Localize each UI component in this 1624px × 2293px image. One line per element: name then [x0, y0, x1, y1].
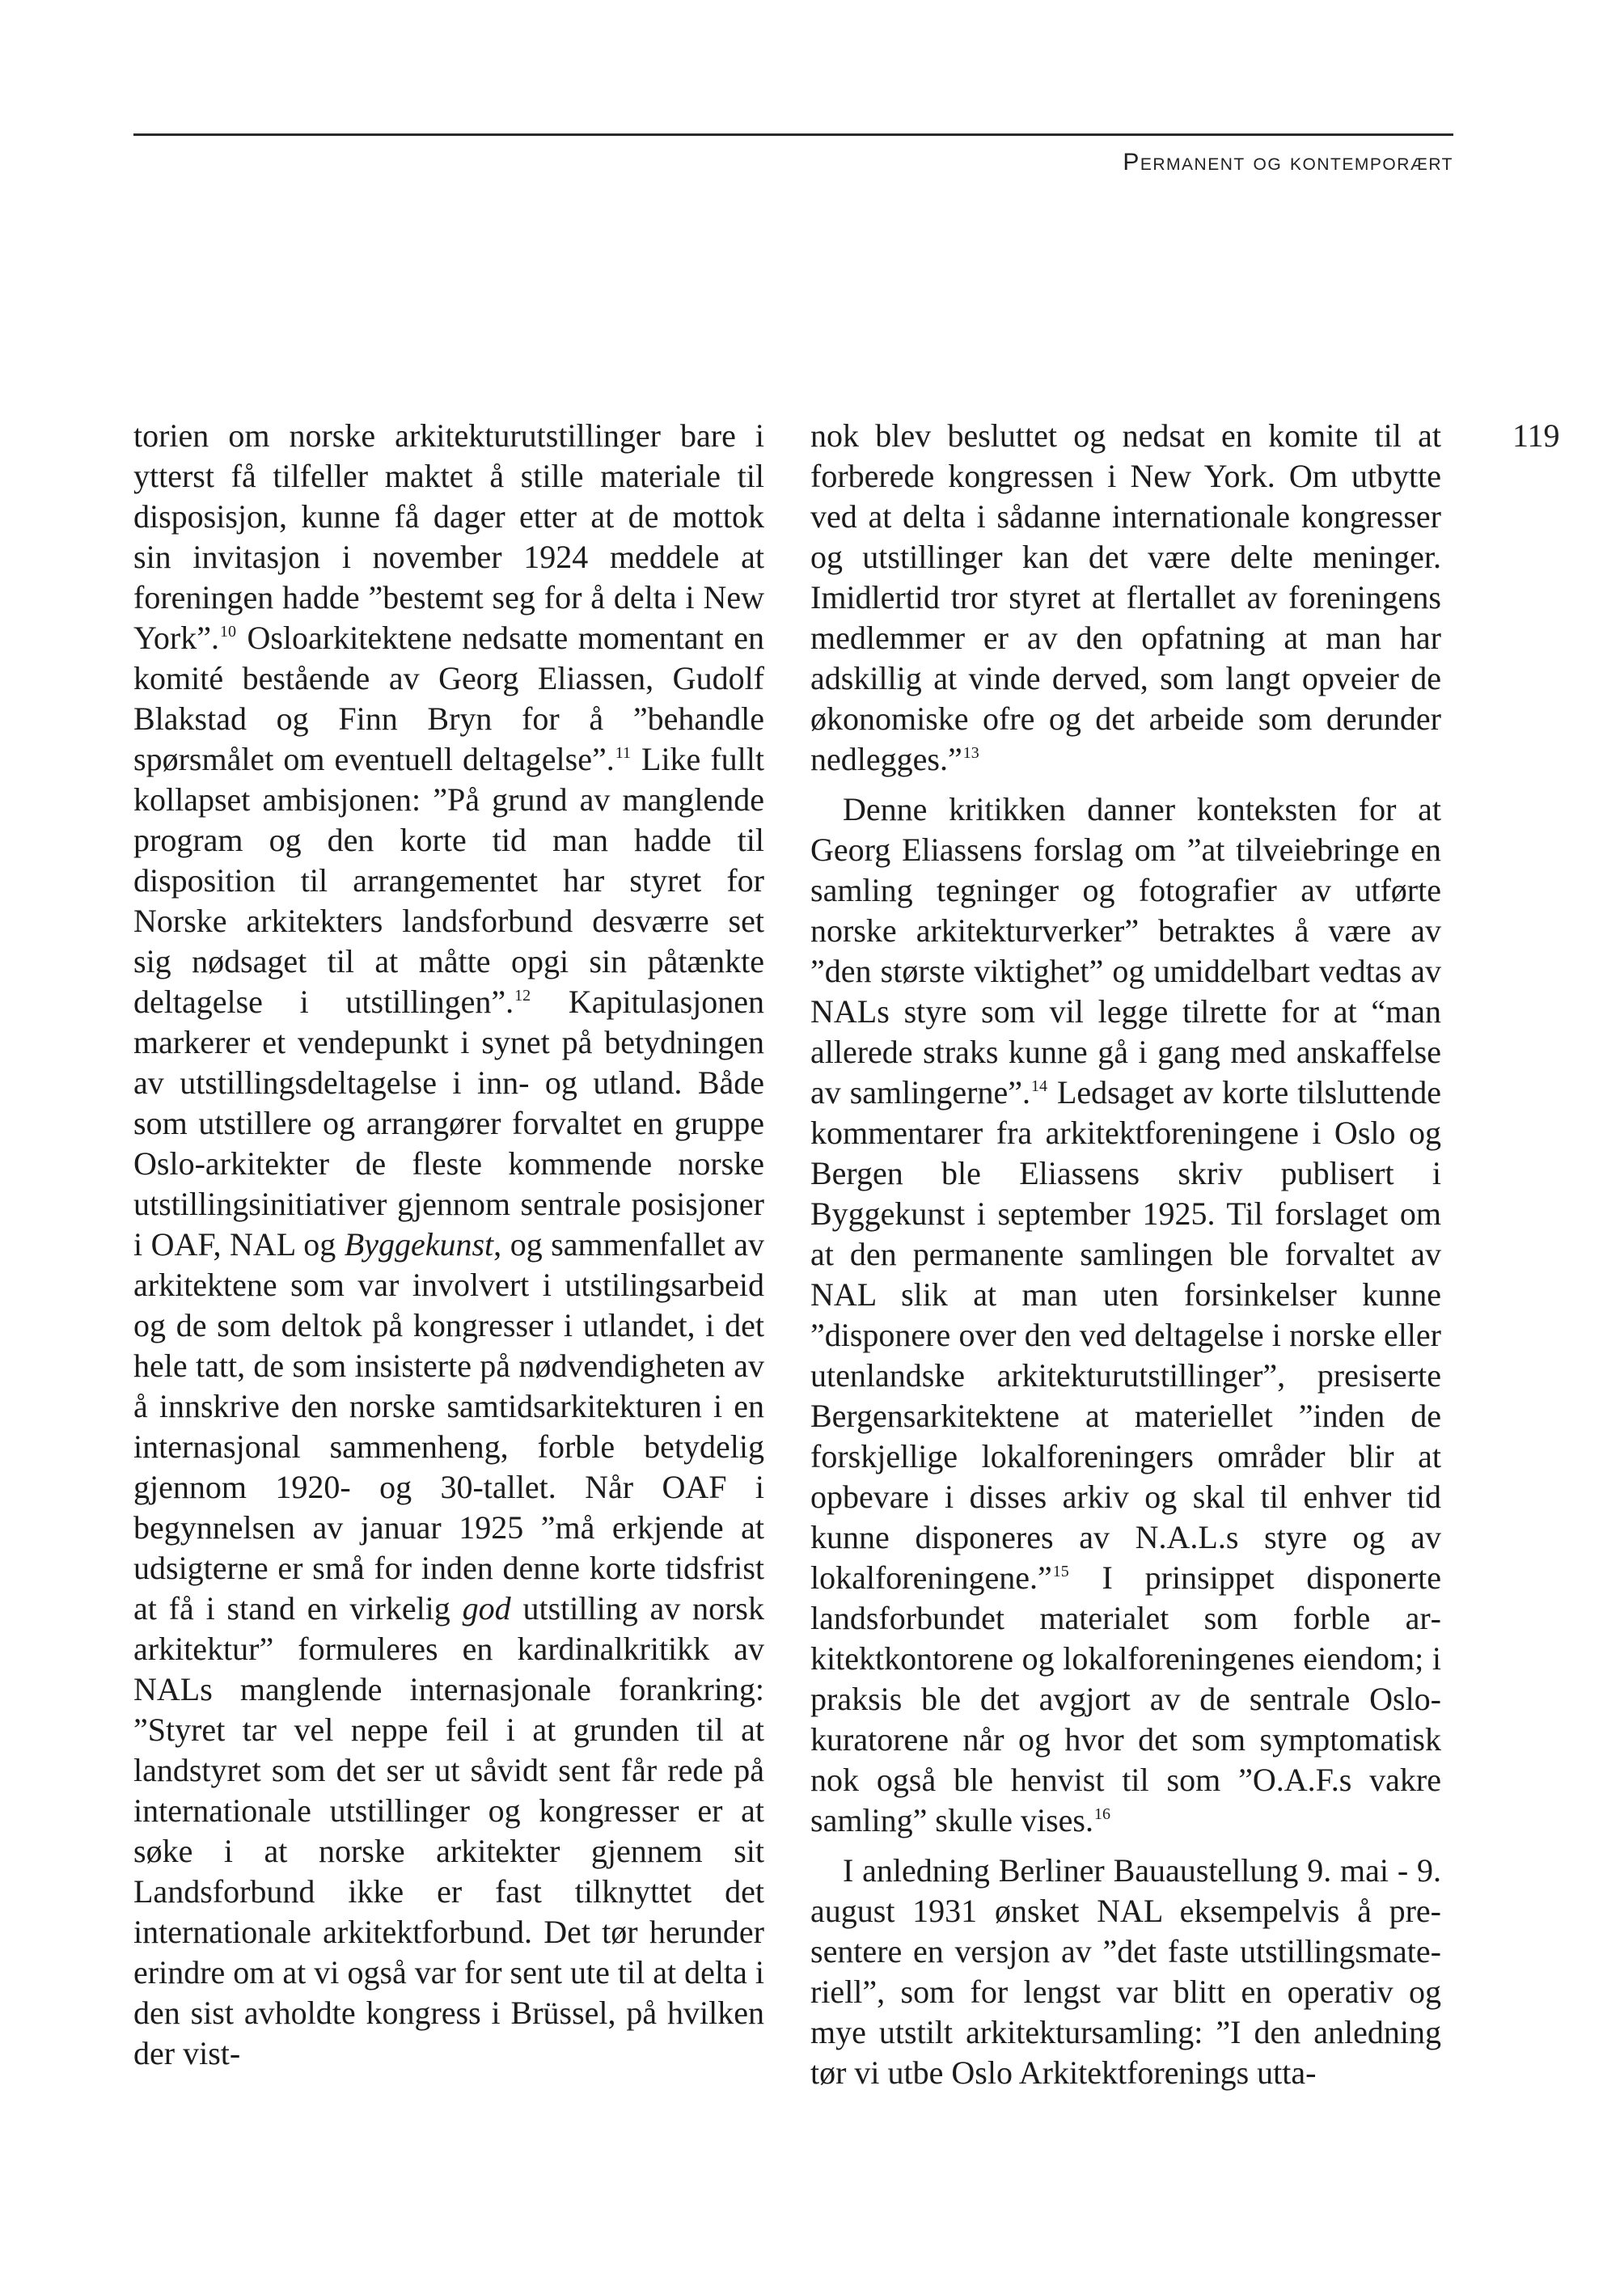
right-paragraph-1	[810, 416, 1441, 780]
text-run: torien om norske arkitekturutstillinger bare i ytterst få tilfeller maktet å stille materiale til disposisjon, kunne få dager etter at de mottok sin invitasjon i november 1924 meddele at foreningen hadde ”bestemt seg for å delta i New York”.	[133, 417, 764, 656]
text-run: utstilling av norsk arkitektur” formuleres en kardinalkritikk av NALs manglende internasjonale forankring: ”Styret tar vel neppe feil i at grunden til at landstyret som det ser ut såvidt sent får rede på internationale utstillinger og kongresser er at søke i at norske arkitekter gjennem sit Landsforbund ikke er fast tilknyttet det internationale arkitektforbund. Det tør herunder erindre om at vi også var for sent ute til at delta i den sist avholdte kongress i Brüssel, på hvilken der vist-	[133, 1590, 764, 2071]
text-run: nok blev besluttet og nedsat en komite til at forberede kongressen i New York. Om utbytte ved at delta i sådanne internationale kongresser og utstillinger kan det være delte meninger. Imidlertid tror styret at flertallet av foreningens medlemmer er av den opfatning at man har adskillig at vinde derved, som langt opveier de økonomiske ofre og det arbeide som derunder nedlegges.”	[810, 417, 1441, 777]
text-run: Ledsaget av korte tilsluttende kommentarer fra arkitektforeningene i Oslo og Bergen ble Eliassens skriv publisert i Byggekunst i september 1925. Til forslaget om at den permanente samlingen ble forvaltet av NAL slik at man uten forsinkelser kunne ”disponere over den ved deltagelse i norske eller utenlandske arkitekturutstillinger”, presiserte Bergensarkitektene at materiellet ”inden de forskjellige lokalforeningers områder blir at opbevare i disses arkiv og skal til enhver tid kunne disponeres av N.A.L.s styre og av lokalforeningene.”	[810, 1074, 1441, 1596]
left-paragraph-1	[133, 416, 764, 2074]
text-run: , og sammenfallet av arkitektene som var involvert i utstilingsarbeid og de som deltok på kongresser i utlandet, i det hele tatt, de som insisterte på nødvendigheten av å innskrive den norske samtidsarkitekturen i en internasjonal sammenheng, forble betydelig gjennom 1920- og 30-tallet. Når OAF i begynnelsen av januar 1925 ”må erkjende at udsigterne er små for inden denne korte tidsfrist at få i stand en virkelig	[133, 1226, 764, 1627]
footnote-ref-13[interactable]: 13	[962, 744, 979, 762]
left-column	[133, 416, 764, 2074]
footnote-ref-14[interactable]: 14	[1030, 1077, 1047, 1095]
running-head: Permanent og kontemporært	[1123, 149, 1453, 176]
footnote-ref-11[interactable]: 11	[615, 744, 631, 762]
footnote-ref-10[interactable]: 10	[219, 623, 236, 641]
text-run: I anledning Berliner Bauaustellung 9. mai - 9. august 1931 ønsket NAL eksempelvis å presentere en versjon av ”det faste utstillingsmateriell”, som for lengst var blitt en operativ og mye utstilt arkitektursamling: ”I den anledning tør vi utbe Oslo Arkitektforenings utta-	[810, 1852, 1441, 2091]
text-run: Like fullt kollapset ambisjonen: ”På grund av manglende program og den korte tid man hadde til disposition til arrangementet har styret for Norske arkitekters landsforbund desværre set sig nødsaget til at måtte opgi sin påtænkte deltagelse i utstillingen”.	[133, 741, 764, 1020]
footnote-ref-15[interactable]: 15	[1052, 1563, 1069, 1580]
text-run: Osloarkitektene nedsatte momentant en komité bestående av Georg Eliassen, Gudolf Blakstad og Finn Bryn for å ”behandle spørsmålet om eventuell deltagelse”.	[133, 620, 764, 777]
right-paragraph-2	[810, 789, 1441, 1841]
footnote-ref-16[interactable]: 16	[1093, 1805, 1110, 1823]
text-run: Kapitulasjonen markerer et vendepunkt i synet på betydningen av utstillingsdeltagelse i inn- og utland. Både som utstillere og arrangører forvaltet en gruppe Oslo-arkitekter de fleste kommende norske utstillingsinitiativer gjennom sentrale posisjoner i OAF, NAL og	[133, 984, 765, 1263]
text-run: Denne kritikken danner konteksten for at Georg Eliassens forslag om ”at tilveiebringe en samling tegninger og fotografier av utførte norske arkitekturverker” betraktes å være av ”den største viktighet” og umiddelbart vedtas av NALs styre som vil legge tilrette for at “man allerede straks kunne gå i gang med anskaffelse av samlingerne”.	[810, 791, 1441, 1111]
right-paragraph-3	[810, 1851, 1441, 2093]
footnote-ref-12[interactable]: 12	[514, 987, 531, 1005]
text-run: I prinsippet disponerte landsforbundet materialet som forble arkitektkontorene og lokalforeningenes eiendom; i praksis ble det avgjort av de sentrale Oslo-kuratorene når og hvor det som symptomatisk nok også ble henvist til som ”O.A.F.s vakre samling” skulle vises.	[810, 1559, 1441, 1838]
page-number: 119	[1512, 417, 1560, 454]
italic-god: god	[462, 1590, 511, 1627]
header-rule	[133, 133, 1453, 136]
italic-byggekunst: Byggekunst	[344, 1226, 494, 1263]
right-column	[810, 416, 1441, 2093]
